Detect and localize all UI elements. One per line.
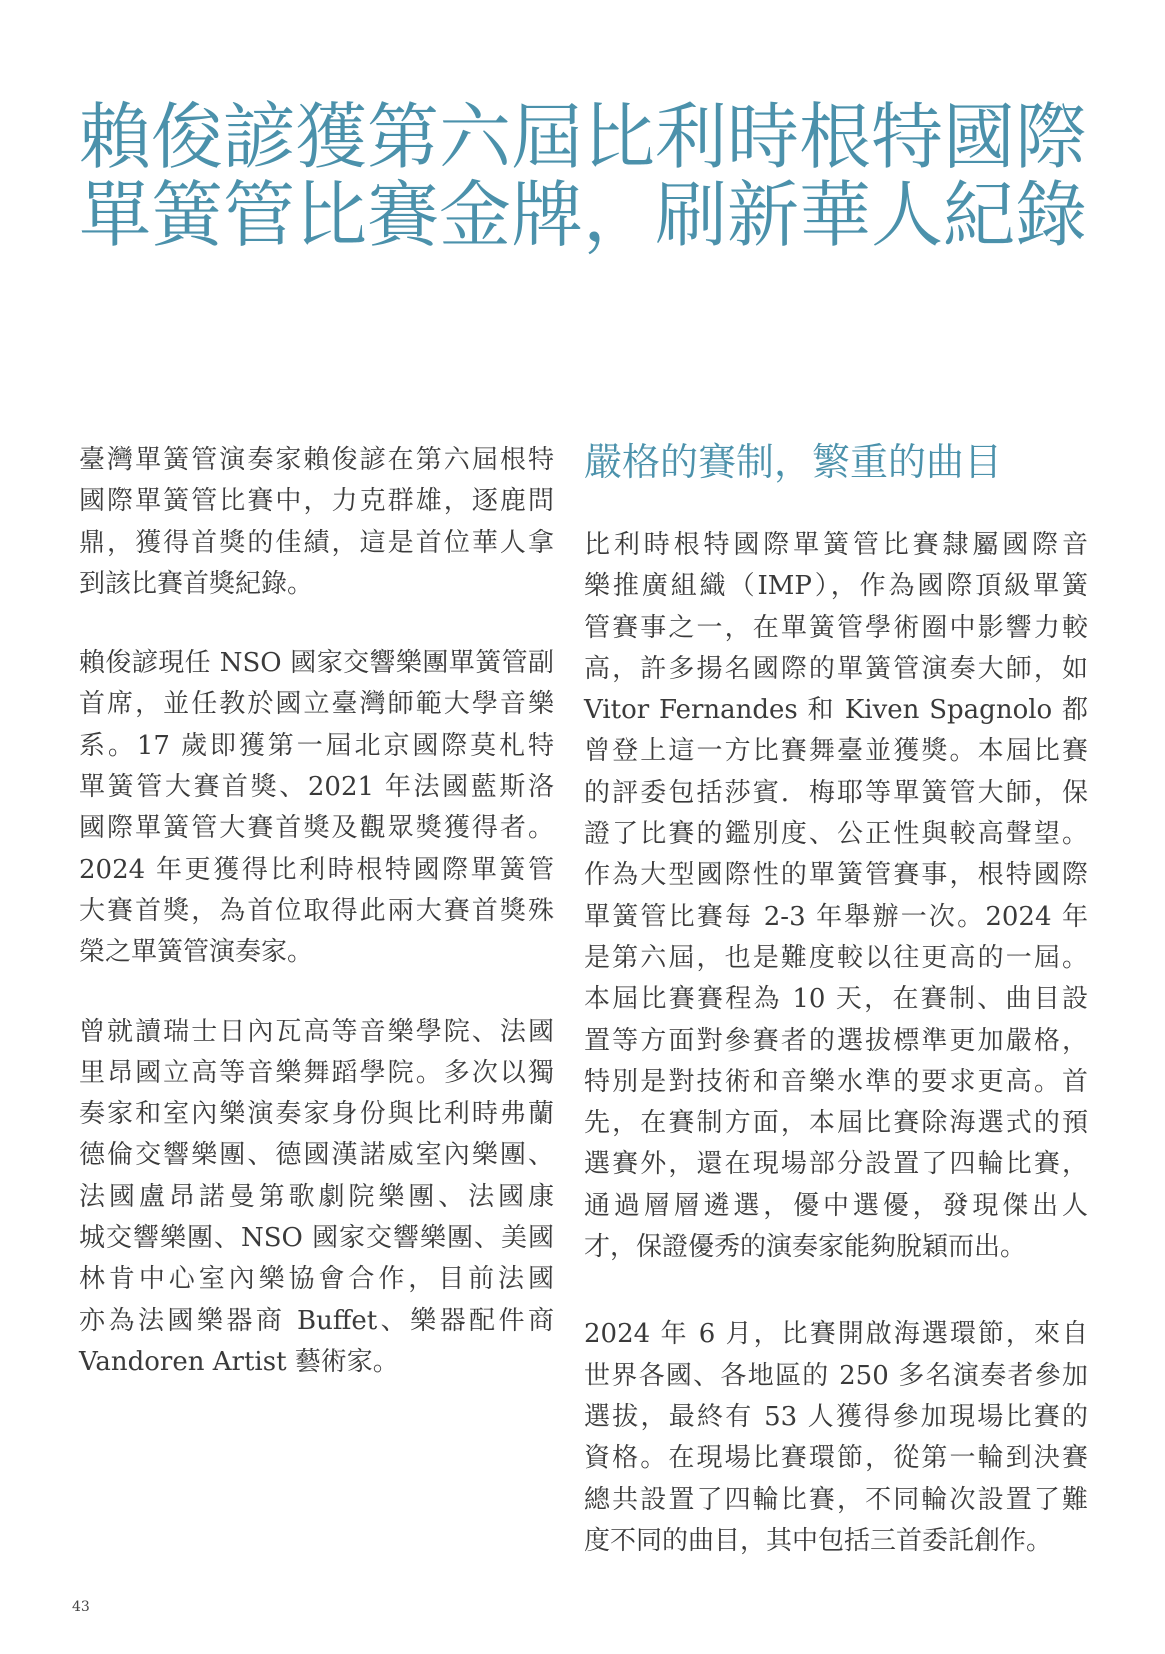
body-text-line: 本屆比賽賽程為 10 天，在賽制、曲目設	[584, 984, 1088, 1015]
page-number: 43	[72, 1599, 90, 1615]
paragraph	[79, 643, 554, 973]
body-text-line: 曾登上這一方比賽舞臺並獲獎。本屆比賽	[584, 736, 1088, 767]
body-text-line: 單簧管比賽每 2-3 年舉辦一次。2024 年	[584, 901, 1088, 932]
page-title	[79, 95, 1109, 257]
body-text-line: 管賽事之一，在單簧管學術圈中影響力較	[584, 612, 1088, 643]
body-text-line: 資格。在現場比賽環節，從第一輪到決賽	[584, 1443, 1088, 1474]
body-text-line: 證了比賽的鑑別度、公正性與較高聲望。	[584, 819, 1088, 850]
body-text-line: 國際單簧管比賽中，力克群雄，逐鹿問	[79, 486, 554, 517]
page-title-line: 單簧管比賽金牌，刷新華人紀錄	[79, 173, 1088, 257]
body-text-line: 特別是對技術和音樂水準的要求更高。首	[584, 1066, 1088, 1097]
right-column	[584, 438, 1088, 1562]
body-text-line: 德倫交響樂團、德國漢諾威室內樂團、	[79, 1140, 554, 1171]
body-text-line: 置等方面對參賽者的選拔標準更加嚴格，	[584, 1025, 1088, 1056]
body-text-line: 2024 年更獲得比利時根特國際單簧管	[79, 854, 554, 885]
body-text-line: 先，在賽制方面，本屆比賽除海選式的預	[584, 1108, 1088, 1139]
body-text-line: 城交響樂團、NSO 國家交響樂團、美國	[79, 1223, 554, 1254]
paragraph	[79, 440, 554, 605]
body-text-line: 是第六屆，也是難度較以往更高的一屆。	[584, 942, 1088, 973]
paragraph	[584, 525, 1088, 1268]
body-text-line: 世界各國、各地區的 250 多名演奏者參加	[584, 1360, 1088, 1391]
body-text-line: 首席，並任教於國立臺灣師範大學音樂	[79, 689, 554, 720]
body-text-line: 國際單簧管大賽首獎及觀眾獎獲得者。	[79, 813, 554, 844]
body-text-line: 曾就讀瑞士日內瓦高等音樂學院、法國	[79, 1016, 554, 1047]
page-title-line: 賴俊諺獲第六屆比利時根特國際	[79, 95, 1088, 179]
section-heading: 嚴格的賽制，繁重的曲目	[584, 440, 1003, 484]
body-text-line: 到該比賽首獎紀錄。	[79, 568, 314, 599]
body-text-line: Vandoren Artist 藝術家。	[79, 1346, 399, 1377]
body-text-line: 才，保證優秀的演奏家能夠脫穎而出。	[584, 1232, 1027, 1263]
body-text-line: 法國盧昂諾曼第歌劇院樂團、法國康	[79, 1181, 554, 1212]
body-text-line: 比利時根特國際單簧管比賽隸屬國際音	[584, 530, 1088, 560]
body-text-line: 2024 年 6 月，比賽開啟海選環節，來自	[584, 1319, 1088, 1350]
body-text-line: 系。17 歲即獲第一屆北京國際莫札特	[79, 730, 554, 761]
body-text-line: 鼎，獲得首獎的佳績，這是首位華人拿	[79, 527, 554, 558]
body-text-line: 臺灣單簧管演奏家賴俊諺在第六屆根特	[79, 445, 554, 475]
body-text-line: 里昂國立高等音樂舞蹈學院。多次以獨	[79, 1057, 554, 1088]
left-column	[79, 440, 554, 1383]
paragraph	[584, 1314, 1088, 1562]
body-text-line: 林肯中心室內樂協會合作，目前法國	[79, 1264, 554, 1295]
body-text-line: 通過層層遴選，優中選優，發現傑出人	[584, 1190, 1088, 1221]
body-text-line: 奏家和室內樂演奏家身份與比利時弗蘭	[79, 1099, 554, 1130]
body-text-line: 選拔，最終有 53 人獲得參加現場比賽的	[584, 1401, 1088, 1432]
paragraph	[79, 1012, 554, 1384]
body-text-line: 選賽外，還在現場部分設置了四輪比賽，	[584, 1149, 1088, 1180]
body-text-line: 的評委包括莎賓．梅耶等單簧管大師，保	[584, 777, 1088, 808]
body-text-line: 作為大型國際性的單簧管賽事，根特國際	[584, 860, 1088, 891]
body-text-line: 榮之單簧管演奏家。	[79, 937, 314, 968]
body-text-line: 大賽首獎，為首位取得此兩大賽首獎殊	[79, 895, 554, 926]
body-text-line: 亦為法國樂器商 Buffet、樂器配件商	[79, 1305, 554, 1336]
body-text-line: 高，許多揚名國際的單簧管演奏大師，如	[584, 653, 1088, 684]
body-text-line: 總共設置了四輪比賽，不同輪次設置了難	[584, 1484, 1088, 1515]
body-text-line: Vitor Fernandes 和 Kiven Spagnolo 都	[584, 695, 1088, 726]
body-text-line: 樂推廣組織（IMP），作為國際頂級單簧	[584, 571, 1088, 602]
body-text-line: 單簧管大賽首獎、2021 年法國藍斯洛	[79, 772, 554, 803]
body-text-line: 度不同的曲目，其中包括三首委託創作。	[584, 1525, 1053, 1556]
body-text-line: 賴俊諺現任 NSO 國家交響樂團單簧管副	[79, 648, 554, 679]
